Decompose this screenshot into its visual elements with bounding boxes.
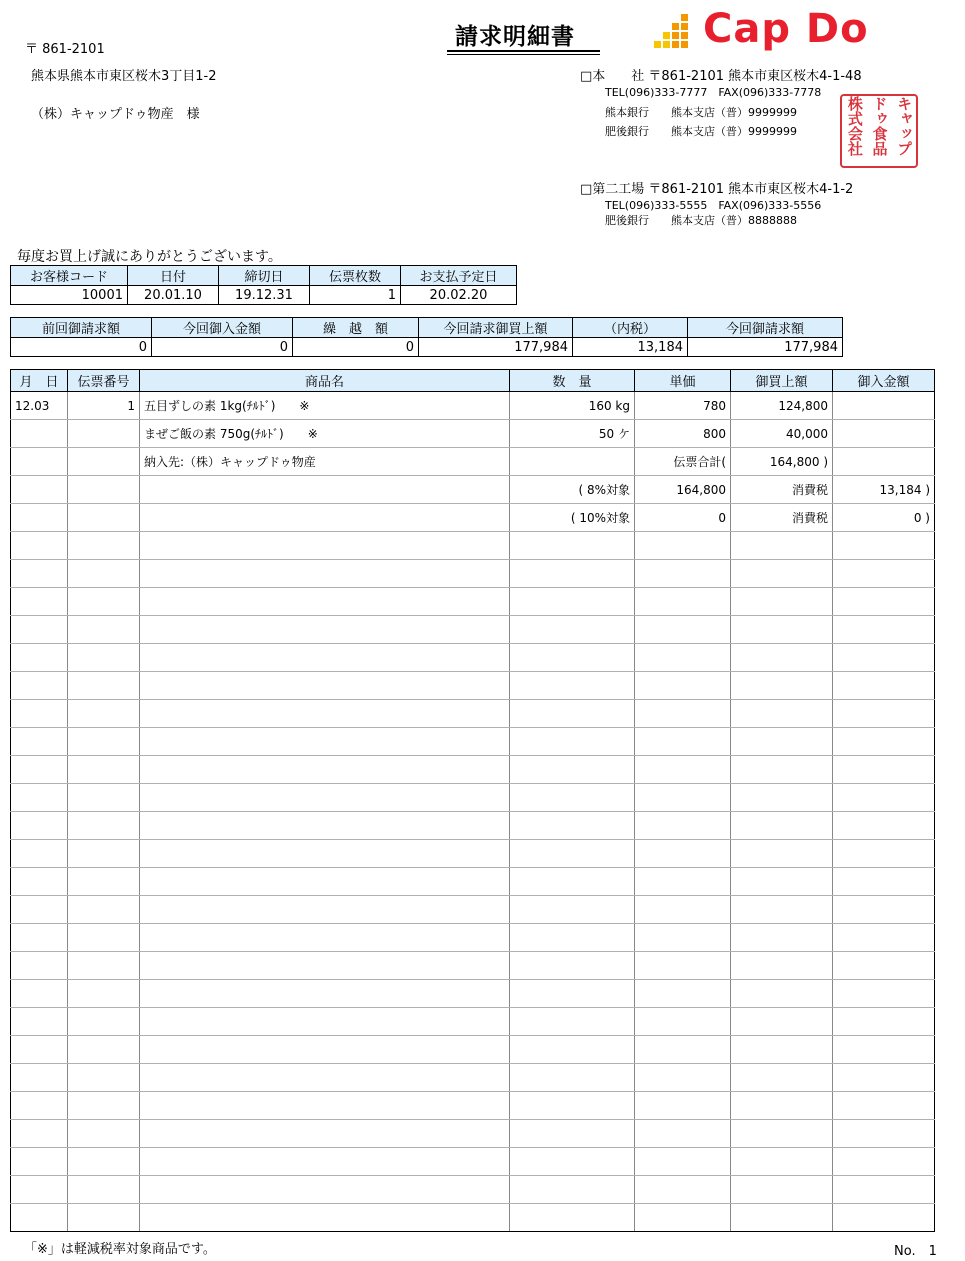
cell-slip-no — [68, 448, 140, 476]
cell-payment — [833, 448, 935, 476]
blank-cell — [833, 1120, 935, 1148]
blank-cell — [68, 616, 140, 644]
cell-tax-10-label: ( 10%対象 — [510, 504, 635, 532]
head-office-tel: TEL(096)333-7777 FAX(096)333-7778 — [605, 86, 822, 99]
blank-cell — [11, 812, 68, 840]
table-row-blank — [11, 1204, 935, 1232]
blank-cell — [68, 812, 140, 840]
cell-quantity: 160 kg — [510, 392, 635, 420]
blank-cell — [731, 1120, 833, 1148]
info-table — [10, 265, 517, 305]
blank-cell — [731, 1204, 833, 1232]
blank-cell — [635, 1176, 731, 1204]
cell-product — [140, 476, 510, 504]
table-row — [11, 476, 935, 504]
blank-cell — [833, 952, 935, 980]
blank-cell — [11, 1148, 68, 1176]
factory-address: □第二工場 〒861-2101 熊本市東区桜木4-1-2 — [580, 182, 854, 197]
blank-cell — [11, 952, 68, 980]
blank-cell — [510, 784, 635, 812]
blank-cell — [635, 1064, 731, 1092]
cell-date: 12.03 — [11, 392, 68, 420]
blank-cell — [140, 1148, 510, 1176]
summary-header: （内税） — [573, 318, 688, 338]
blank-cell — [140, 1092, 510, 1120]
blank-cell — [833, 1176, 935, 1204]
blank-cell — [510, 700, 635, 728]
table-row-blank — [11, 924, 935, 952]
blank-cell — [510, 1120, 635, 1148]
table-row-blank — [11, 672, 935, 700]
table-row-blank — [11, 1036, 935, 1064]
logo-mark — [654, 14, 692, 54]
blank-cell — [11, 532, 68, 560]
carryover: 0 — [293, 338, 419, 357]
blank-cell — [833, 728, 935, 756]
blank-cell — [635, 868, 731, 896]
blank-cell — [11, 616, 68, 644]
blank-cell — [140, 560, 510, 588]
blank-cell — [833, 896, 935, 924]
blank-cell — [731, 784, 833, 812]
blank-cell — [731, 616, 833, 644]
blank-cell — [635, 1148, 731, 1176]
table-row-blank — [11, 616, 935, 644]
table-row-blank — [11, 868, 935, 896]
blank-cell — [731, 532, 833, 560]
head-office-address: □本 社 〒861-2101 熊本市東区桜木4-1-48 — [580, 69, 862, 84]
blank-cell — [11, 896, 68, 924]
cell-tax-8-base: 164,800 — [635, 476, 731, 504]
table-row-blank — [11, 1148, 935, 1176]
summary-header: 前回御請求額 — [11, 318, 152, 338]
detail-header: 月 日 — [11, 370, 68, 392]
blank-cell — [635, 588, 731, 616]
blank-cell — [731, 1064, 833, 1092]
table-row — [11, 392, 935, 420]
blank-cell — [68, 1064, 140, 1092]
blank-cell — [11, 700, 68, 728]
cell-payment — [833, 392, 935, 420]
blank-cell — [833, 784, 935, 812]
blank-cell — [731, 840, 833, 868]
blank-cell — [731, 952, 833, 980]
blank-cell — [635, 1092, 731, 1120]
blank-cell — [833, 1064, 935, 1092]
blank-cell — [140, 728, 510, 756]
blank-cell — [635, 840, 731, 868]
blank-cell — [833, 1008, 935, 1036]
title-underline — [447, 50, 600, 52]
cell-slip-no — [68, 476, 140, 504]
table-row-blank — [11, 1008, 935, 1036]
table-row-blank — [11, 1176, 935, 1204]
cell-delivery: 納入先:（株）キャップドゥ物産 — [140, 448, 510, 476]
blank-cell — [833, 980, 935, 1008]
customer-address: 熊本県熊本市東区桜木3丁目1-2 — [31, 69, 217, 84]
blank-cell — [510, 868, 635, 896]
blank-cell — [510, 952, 635, 980]
cell-amount: 40,000 — [731, 420, 833, 448]
cell-date — [11, 504, 68, 532]
blank-cell — [833, 812, 935, 840]
info-header: お支払予定日 — [401, 266, 517, 286]
blank-cell — [68, 588, 140, 616]
blank-cell — [68, 1120, 140, 1148]
previous-billing: 0 — [11, 338, 152, 357]
blank-cell — [833, 1148, 935, 1176]
blank-cell — [635, 980, 731, 1008]
blank-cell — [731, 1008, 833, 1036]
payment-due-date: 20.02.20 — [401, 286, 517, 305]
blank-cell — [140, 532, 510, 560]
blank-cell — [140, 952, 510, 980]
blank-cell — [635, 952, 731, 980]
greeting-text: 毎度お買上げ誠にありがとうございます。 — [17, 249, 282, 265]
blank-cell — [11, 1008, 68, 1036]
cell-tax-label: 消費税 — [731, 504, 833, 532]
summary-table — [10, 317, 843, 357]
table-row-blank — [11, 840, 935, 868]
table-row — [11, 448, 935, 476]
current-billing-total: 177,984 — [688, 338, 843, 357]
blank-cell — [510, 1036, 635, 1064]
detail-header: 伝票番号 — [68, 370, 140, 392]
blank-cell — [510, 1176, 635, 1204]
cell-product: 五目ずしの素 1kg(ﾁﾙﾄﾞ) ※ — [140, 392, 510, 420]
blank-cell — [140, 784, 510, 812]
table-row-blank — [11, 560, 935, 588]
blank-cell — [11, 1036, 68, 1064]
blank-cell — [68, 896, 140, 924]
blank-cell — [68, 1148, 140, 1176]
blank-cell — [510, 1148, 635, 1176]
blank-cell — [731, 1092, 833, 1120]
cell-tax-8-label: ( 8%対象 — [510, 476, 635, 504]
blank-cell — [833, 924, 935, 952]
customer-postal: 〒 861-2101 — [25, 42, 105, 57]
blank-cell — [68, 1092, 140, 1120]
cell-slip-no — [68, 504, 140, 532]
detail-table — [10, 369, 935, 1232]
blank-cell — [11, 1064, 68, 1092]
blank-cell — [140, 924, 510, 952]
seal-text-3: 株式会社 — [845, 96, 864, 156]
table-row — [11, 504, 935, 532]
cell-quantity — [510, 448, 635, 476]
blank-cell — [68, 1176, 140, 1204]
blank-cell — [11, 1120, 68, 1148]
company-seal — [840, 94, 918, 168]
blank-cell — [510, 560, 635, 588]
blank-cell — [140, 1036, 510, 1064]
seal-text-1: キャップ — [895, 96, 914, 156]
blank-cell — [833, 840, 935, 868]
blank-cell — [11, 924, 68, 952]
blank-cell — [635, 896, 731, 924]
blank-cell — [510, 924, 635, 952]
blank-cell — [833, 560, 935, 588]
detail-header: 数 量 — [510, 370, 635, 392]
blank-cell — [731, 728, 833, 756]
blank-cell — [68, 784, 140, 812]
blank-cell — [731, 924, 833, 952]
blank-cell — [68, 756, 140, 784]
blank-cell — [833, 1092, 935, 1120]
cell-unit-price: 780 — [635, 392, 731, 420]
page-number: No. 1 — [894, 1244, 937, 1259]
blank-cell — [140, 1064, 510, 1092]
blank-cell — [635, 756, 731, 784]
detail-header: 御入金額 — [833, 370, 935, 392]
blank-cell — [833, 1204, 935, 1232]
blank-cell — [731, 560, 833, 588]
invoice-date: 20.01.10 — [128, 286, 219, 305]
info-header: 日付 — [128, 266, 219, 286]
blank-cell — [140, 1176, 510, 1204]
detail-header: 単価 — [635, 370, 731, 392]
cell-slip-no: 1 — [68, 392, 140, 420]
blank-cell — [510, 896, 635, 924]
blank-cell — [510, 812, 635, 840]
blank-cell — [635, 1120, 731, 1148]
blank-cell — [731, 700, 833, 728]
blank-cell — [731, 896, 833, 924]
blank-cell — [11, 1204, 68, 1232]
blank-cell — [68, 672, 140, 700]
blank-cell — [11, 672, 68, 700]
blank-cell — [635, 672, 731, 700]
blank-cell — [11, 1176, 68, 1204]
blank-cell — [510, 616, 635, 644]
blank-cell — [635, 560, 731, 588]
blank-cell — [140, 812, 510, 840]
cell-product — [140, 504, 510, 532]
cell-product: まぜご飯の素 750g(ﾁﾙﾄﾞ) ※ — [140, 420, 510, 448]
blank-cell — [68, 868, 140, 896]
table-row-blank — [11, 644, 935, 672]
included-tax: 13,184 — [573, 338, 688, 357]
table-row-blank — [11, 756, 935, 784]
blank-cell — [510, 672, 635, 700]
blank-cell — [635, 532, 731, 560]
blank-cell — [833, 644, 935, 672]
detail-header-row — [11, 370, 935, 392]
detail-header: 商品名 — [140, 370, 510, 392]
table-row — [11, 420, 935, 448]
blank-cell — [635, 784, 731, 812]
blank-cell — [11, 728, 68, 756]
blank-cell — [11, 980, 68, 1008]
blank-cell — [731, 812, 833, 840]
blank-cell — [731, 868, 833, 896]
slip-count: 1 — [310, 286, 401, 305]
info-header: 締切日 — [219, 266, 310, 286]
cell-tax-10-amount: 0 ) — [833, 504, 935, 532]
blank-cell — [635, 1008, 731, 1036]
customer-name: （株）キャップドゥ物産 様 — [31, 107, 200, 122]
blank-cell — [11, 868, 68, 896]
blank-cell — [731, 1176, 833, 1204]
blank-cell — [833, 756, 935, 784]
cell-date — [11, 476, 68, 504]
blank-cell — [140, 616, 510, 644]
cell-slip-total-label: 伝票合計( — [635, 448, 731, 476]
table-row-blank — [11, 1064, 935, 1092]
table-row-blank — [11, 1092, 935, 1120]
blank-cell — [731, 1148, 833, 1176]
blank-cell — [140, 644, 510, 672]
summary-header: 繰 越 額 — [293, 318, 419, 338]
table-row-blank — [11, 896, 935, 924]
blank-cell — [635, 1036, 731, 1064]
blank-cell — [140, 588, 510, 616]
blank-cell — [140, 868, 510, 896]
blank-cell — [510, 1092, 635, 1120]
blank-cell — [833, 532, 935, 560]
table-row-blank — [11, 784, 935, 812]
table-row-blank — [11, 532, 935, 560]
blank-cell — [510, 980, 635, 1008]
blank-cell — [510, 840, 635, 868]
blank-cell — [140, 1204, 510, 1232]
table-row-blank — [11, 980, 935, 1008]
title-underline-2 — [447, 54, 600, 55]
blank-cell — [635, 1204, 731, 1232]
blank-cell — [68, 700, 140, 728]
blank-cell — [68, 1204, 140, 1232]
blank-cell — [731, 1036, 833, 1064]
bank-line-2: 肥後銀行 熊本支店（普）9999999 — [605, 125, 797, 138]
blank-cell — [510, 728, 635, 756]
blank-cell — [731, 644, 833, 672]
blank-cell — [11, 1092, 68, 1120]
cell-tax-8-amount: 13,184 ) — [833, 476, 935, 504]
blank-cell — [833, 672, 935, 700]
info-header: お客様コード — [11, 266, 128, 286]
blank-cell — [833, 700, 935, 728]
info-header: 伝票枚数 — [310, 266, 401, 286]
blank-cell — [140, 1120, 510, 1148]
cell-tax-label: 消費税 — [731, 476, 833, 504]
blank-cell — [140, 700, 510, 728]
blank-cell — [11, 588, 68, 616]
blank-cell — [833, 588, 935, 616]
blank-cell — [68, 952, 140, 980]
blank-cell — [510, 644, 635, 672]
blank-cell — [833, 616, 935, 644]
detail-header: 御買上額 — [731, 370, 833, 392]
closing-date: 19.12.31 — [219, 286, 310, 305]
cell-slip-total: 164,800 ) — [731, 448, 833, 476]
table-row-blank — [11, 728, 935, 756]
cell-unit-price: 800 — [635, 420, 731, 448]
current-purchase: 177,984 — [419, 338, 573, 357]
blank-cell — [140, 1008, 510, 1036]
summary-header: 今回御請求額 — [688, 318, 843, 338]
customer-code: 10001 — [11, 286, 128, 305]
blank-cell — [68, 980, 140, 1008]
cell-date — [11, 420, 68, 448]
table-row-blank — [11, 588, 935, 616]
blank-cell — [68, 924, 140, 952]
blank-cell — [140, 756, 510, 784]
blank-cell — [635, 644, 731, 672]
blank-cell — [731, 756, 833, 784]
blank-cell — [68, 1036, 140, 1064]
blank-cell — [11, 784, 68, 812]
blank-cell — [731, 588, 833, 616]
blank-cell — [140, 672, 510, 700]
cell-quantity: 50 ケ — [510, 420, 635, 448]
blank-cell — [68, 840, 140, 868]
blank-cell — [68, 532, 140, 560]
blank-cell — [635, 924, 731, 952]
seal-text-2: ドゥ食品 — [870, 96, 889, 156]
blank-cell — [635, 616, 731, 644]
blank-cell — [833, 868, 935, 896]
blank-cell — [140, 840, 510, 868]
document-title: 請求明細書 — [455, 24, 575, 50]
blank-cell — [731, 672, 833, 700]
blank-cell — [510, 588, 635, 616]
blank-cell — [635, 700, 731, 728]
blank-cell — [68, 560, 140, 588]
blank-cell — [635, 812, 731, 840]
logo-text: Cap Do — [703, 6, 869, 52]
current-payment: 0 — [152, 338, 293, 357]
table-row-blank — [11, 1120, 935, 1148]
table-row-blank — [11, 700, 935, 728]
blank-cell — [635, 728, 731, 756]
cell-payment — [833, 420, 935, 448]
blank-cell — [11, 560, 68, 588]
blank-cell — [11, 644, 68, 672]
factory-bank: 肥後銀行 熊本支店（普）8888888 — [605, 214, 797, 227]
blank-cell — [11, 756, 68, 784]
blank-cell — [68, 728, 140, 756]
table-row-blank — [11, 812, 935, 840]
blank-cell — [510, 1204, 635, 1232]
factory-tel: TEL(096)333-5555 FAX(096)333-5556 — [605, 199, 822, 212]
table-row-blank — [11, 952, 935, 980]
blank-cell — [510, 1008, 635, 1036]
cell-tax-10-base: 0 — [635, 504, 731, 532]
summary-header: 今回御入金額 — [152, 318, 293, 338]
cell-date — [11, 448, 68, 476]
blank-cell — [833, 1036, 935, 1064]
blank-cell — [140, 980, 510, 1008]
reduced-tax-note: 「※」は軽減税率対象商品です。 — [24, 1242, 216, 1257]
blank-cell — [510, 1064, 635, 1092]
bank-line-1: 熊本銀行 熊本支店（普）9999999 — [605, 106, 797, 119]
cell-slip-no — [68, 420, 140, 448]
blank-cell — [510, 756, 635, 784]
blank-cell — [140, 896, 510, 924]
blank-cell — [510, 532, 635, 560]
blank-cell — [11, 840, 68, 868]
summary-header: 今回請求御買上額 — [419, 318, 573, 338]
blank-cell — [68, 644, 140, 672]
blank-cell — [731, 980, 833, 1008]
cell-amount: 124,800 — [731, 392, 833, 420]
blank-cell — [68, 1008, 140, 1036]
